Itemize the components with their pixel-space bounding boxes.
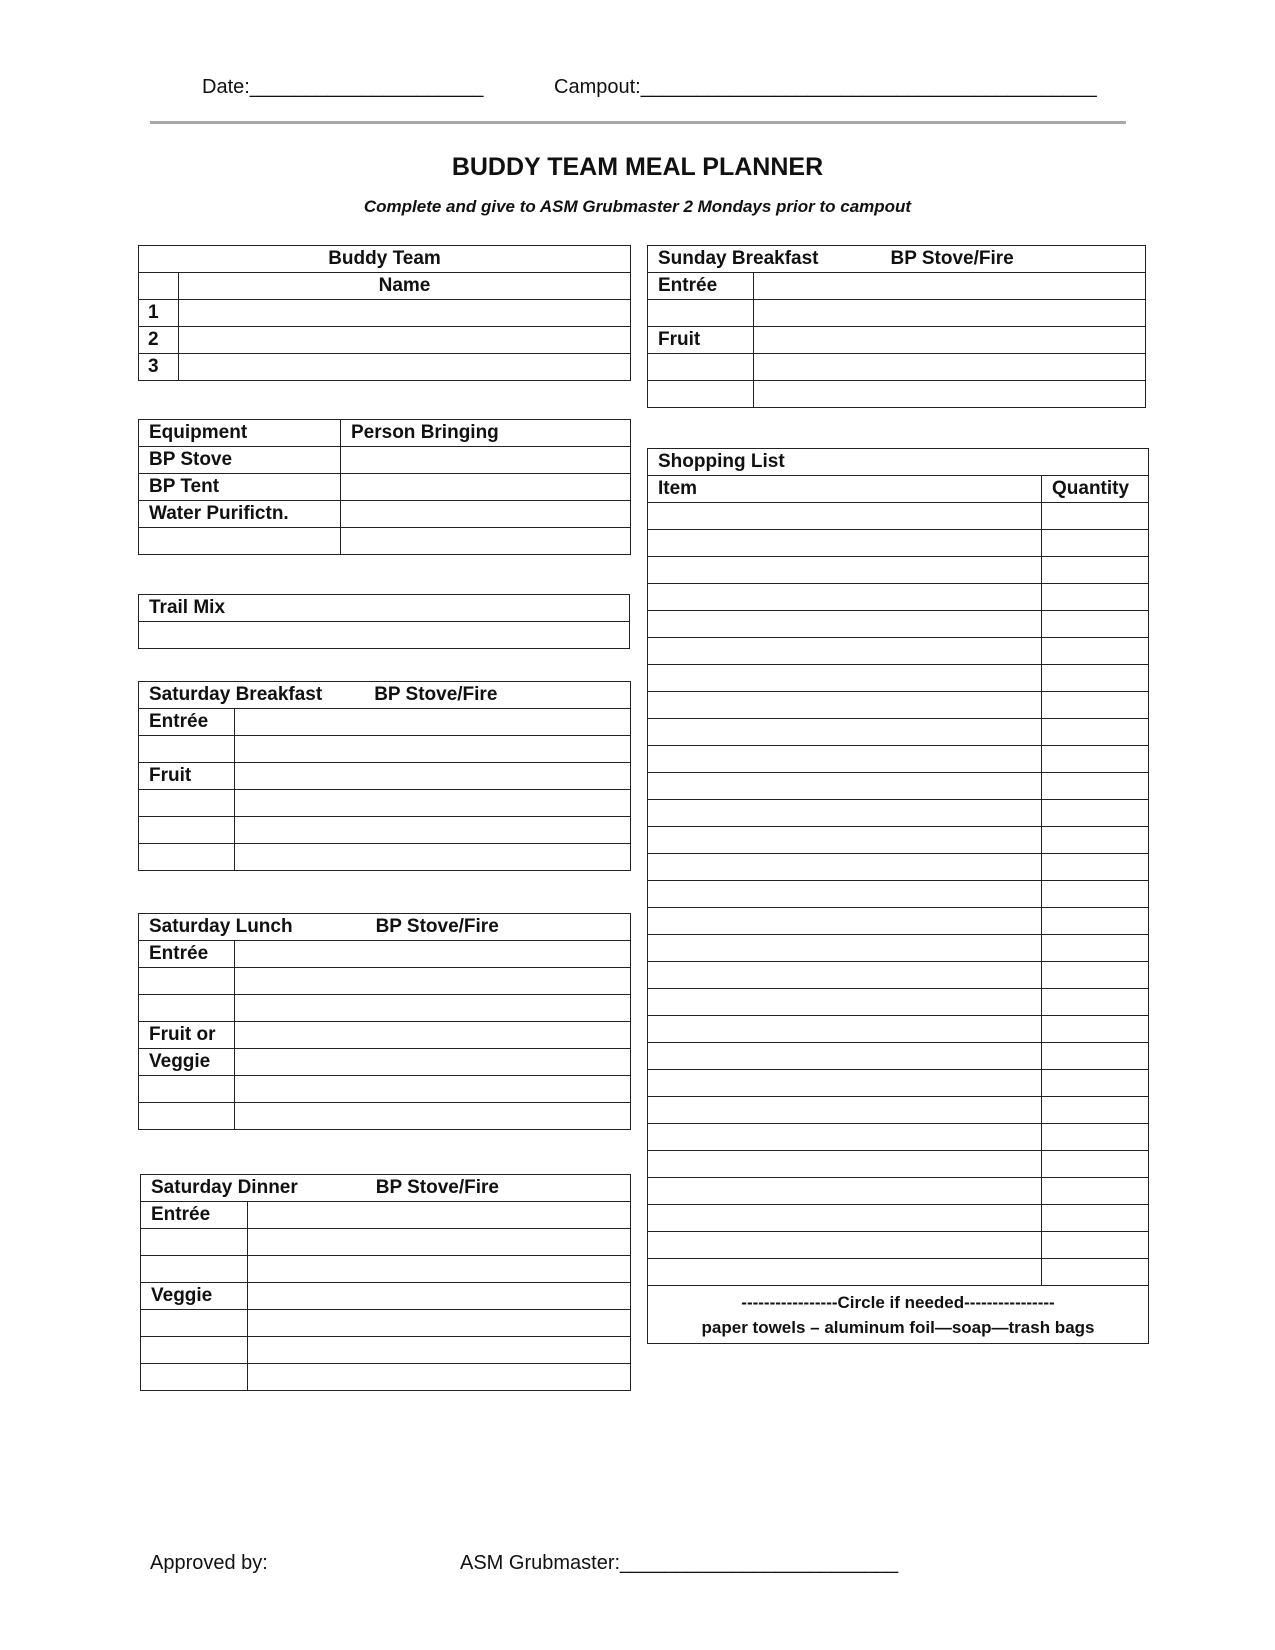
food-cell[interactable]	[754, 354, 1146, 381]
equipment-item: Water Purifictn.	[139, 501, 341, 528]
approved-by-label: Approved by:	[150, 1552, 268, 1574]
shopping-quantity-cell[interactable]	[1042, 962, 1149, 989]
name-cell[interactable]	[179, 300, 631, 327]
meal-title: Saturday Dinner	[151, 1177, 298, 1198]
shopping-quantity-cell[interactable]	[1042, 665, 1149, 692]
shopping-item-cell[interactable]	[648, 1124, 1042, 1151]
food-label: Entrée	[141, 1202, 248, 1229]
shopping-quantity-cell[interactable]	[1042, 881, 1149, 908]
shopping-quantity-cell[interactable]	[1042, 746, 1149, 773]
quantity-column-header: Quantity	[1042, 476, 1149, 503]
shopping-quantity-cell[interactable]	[1042, 692, 1149, 719]
shopping-quantity-cell[interactable]	[1042, 908, 1149, 935]
food-label	[141, 1256, 248, 1283]
shopping-quantity-cell[interactable]	[1042, 1151, 1149, 1178]
meal-title: Sunday Breakfast	[658, 248, 819, 269]
shopping-item-cell[interactable]	[648, 611, 1042, 638]
shopping-quantity-cell[interactable]	[1042, 638, 1149, 665]
item-column-header: Item	[648, 476, 1042, 503]
equipment-item[interactable]	[139, 528, 341, 555]
food-cell[interactable]	[235, 1022, 631, 1049]
food-label: Fruit or	[139, 1022, 235, 1049]
shopping-item-cell[interactable]	[648, 584, 1042, 611]
food-cell[interactable]	[235, 790, 631, 817]
food-label	[648, 354, 754, 381]
shopping-item-cell[interactable]	[648, 1043, 1042, 1070]
person-cell[interactable]	[341, 501, 631, 528]
shopping-quantity-cell[interactable]	[1042, 1259, 1149, 1286]
meal-heading	[648, 246, 1146, 273]
person-bringing-header: Person Bringing	[341, 420, 631, 447]
shopping-quantity-cell[interactable]	[1042, 1097, 1149, 1124]
food-label	[141, 1229, 248, 1256]
shopping-quantity-cell[interactable]	[1042, 530, 1149, 557]
cook-method: BP Stove/Fire	[374, 684, 498, 705]
name-cell[interactable]	[179, 354, 631, 381]
food-cell[interactable]	[248, 1256, 631, 1283]
food-label	[141, 1337, 248, 1364]
food-label: Fruit	[648, 327, 754, 354]
shopping-item-cell[interactable]	[648, 1205, 1042, 1232]
buddy-team-table	[138, 245, 631, 381]
food-cell[interactable]	[235, 1049, 631, 1076]
shopping-quantity-cell[interactable]	[1042, 800, 1149, 827]
shopping-item-cell[interactable]	[648, 935, 1042, 962]
food-label	[139, 736, 235, 763]
trail-mix-table	[138, 594, 630, 649]
food-cell[interactable]	[235, 1103, 631, 1130]
food-cell[interactable]	[235, 817, 631, 844]
food-cell[interactable]	[235, 709, 631, 736]
equipment-item: BP Tent	[139, 474, 341, 501]
food-label	[139, 817, 235, 844]
meal-heading	[139, 682, 631, 709]
row-number: 1	[139, 300, 179, 327]
meal-title: Saturday Lunch	[149, 916, 293, 937]
food-cell[interactable]	[754, 300, 1146, 327]
shopping-quantity-cell[interactable]	[1042, 1016, 1149, 1043]
shopping-quantity-cell[interactable]	[1042, 1124, 1149, 1151]
header-divider	[150, 121, 1126, 124]
cook-method: BP Stove/Fire	[890, 248, 1014, 269]
supplies-options[interactable]: paper towels – aluminum foil—soap—trash bags	[701, 1317, 1095, 1337]
shopping-quantity-cell[interactable]	[1042, 1070, 1149, 1097]
saturday-breakfast-table	[138, 681, 631, 871]
row-number: 3	[139, 354, 179, 381]
page-title: BUDDY TEAM MEAL PLANNER	[451, 153, 824, 181]
shopping-item-cell[interactable]	[648, 854, 1042, 881]
buddy-team-heading: Buddy Team	[139, 246, 631, 273]
shopping-item-cell[interactable]	[648, 665, 1042, 692]
meal-heading	[141, 1175, 631, 1202]
supplies-note	[648, 1286, 1149, 1344]
food-cell[interactable]	[248, 1364, 631, 1391]
person-cell[interactable]	[341, 528, 631, 555]
shopping-quantity-cell[interactable]	[1042, 503, 1149, 530]
food-cell[interactable]	[248, 1337, 631, 1364]
shopping-item-cell[interactable]	[648, 1070, 1042, 1097]
shopping-quantity-cell[interactable]	[1042, 1178, 1149, 1205]
shopping-item-cell[interactable]	[648, 908, 1042, 935]
shopping-item-cell[interactable]	[648, 719, 1042, 746]
shopping-quantity-cell[interactable]	[1042, 719, 1149, 746]
food-cell[interactable]	[754, 381, 1146, 408]
trail-mix-heading: Trail Mix	[139, 595, 630, 622]
food-cell[interactable]	[235, 941, 631, 968]
page-subtitle: Complete and give to ASM Grubmaster 2 Mondays prior to campout	[363, 197, 912, 216]
shopping-quantity-cell[interactable]	[1042, 827, 1149, 854]
food-cell[interactable]	[235, 736, 631, 763]
shopping-item-cell[interactable]	[648, 800, 1042, 827]
shopping-quantity-cell[interactable]	[1042, 557, 1149, 584]
shopping-quantity-cell[interactable]	[1042, 611, 1149, 638]
person-cell[interactable]	[341, 447, 631, 474]
food-cell[interactable]	[248, 1283, 631, 1310]
cook-method: BP Stove/Fire	[375, 916, 499, 937]
saturday-dinner-table	[140, 1174, 631, 1391]
saturday-lunch-table	[138, 913, 631, 1130]
shopping-quantity-cell[interactable]	[1042, 1232, 1149, 1259]
shopping-item-cell[interactable]	[648, 827, 1042, 854]
food-label	[139, 968, 235, 995]
shopping-list-table	[647, 448, 1149, 1344]
shopping-quantity-cell[interactable]	[1042, 935, 1149, 962]
food-label	[141, 1364, 248, 1391]
shopping-item-cell[interactable]	[648, 692, 1042, 719]
food-cell[interactable]	[754, 273, 1146, 300]
shopping-item-cell[interactable]	[648, 1259, 1042, 1286]
shopping-quantity-cell[interactable]	[1042, 1043, 1149, 1070]
trail-mix-cell[interactable]	[139, 622, 630, 649]
food-label: Entrée	[648, 273, 754, 300]
food-label	[139, 844, 235, 871]
food-cell[interactable]	[235, 1076, 631, 1103]
shopping-quantity-cell[interactable]	[1042, 584, 1149, 611]
food-label	[139, 1103, 235, 1130]
shopping-item-cell[interactable]	[648, 1097, 1042, 1124]
shopping-item-cell[interactable]	[648, 503, 1042, 530]
shopping-item-cell[interactable]	[648, 638, 1042, 665]
circle-if-needed-line: -----------------Circle if needed----------------	[741, 1292, 1055, 1312]
food-label	[648, 381, 754, 408]
shopping-item-cell[interactable]	[648, 773, 1042, 800]
name-column-header: Name	[179, 273, 631, 300]
shopping-item-cell[interactable]	[648, 746, 1042, 773]
person-cell[interactable]	[341, 474, 631, 501]
food-label: Fruit	[139, 763, 235, 790]
food-cell[interactable]	[235, 844, 631, 871]
shopping-item-cell[interactable]	[648, 989, 1042, 1016]
shopping-quantity-cell[interactable]	[1042, 854, 1149, 881]
date-field[interactable]: Date:_____________________	[202, 76, 484, 98]
shopping-item-cell[interactable]	[648, 1151, 1042, 1178]
shopping-item-cell[interactable]	[648, 1016, 1042, 1043]
food-label: Entrée	[139, 709, 235, 736]
row-number: 2	[139, 327, 179, 354]
meal-title: Saturday Breakfast	[149, 684, 323, 705]
meal-heading	[139, 914, 631, 941]
food-label: Veggie	[141, 1283, 248, 1310]
sunday-breakfast-table	[647, 245, 1146, 408]
shopping-item-cell[interactable]	[648, 962, 1042, 989]
equipment-header: Equipment	[139, 420, 341, 447]
cook-method: BP Stove/Fire	[375, 1177, 499, 1198]
shopping-quantity-cell[interactable]	[1042, 773, 1149, 800]
row-number-header	[139, 273, 179, 300]
food-label	[141, 1310, 248, 1337]
shopping-item-cell[interactable]	[648, 881, 1042, 908]
equipment-table	[138, 419, 631, 555]
shopping-item-cell[interactable]	[648, 1232, 1042, 1259]
food-cell[interactable]	[235, 763, 631, 790]
grubmaster-signature-field[interactable]: ASM Grubmaster:_________________________	[460, 1552, 899, 1574]
food-cell[interactable]	[248, 1229, 631, 1256]
shopping-item-cell[interactable]	[648, 530, 1042, 557]
food-label	[139, 1076, 235, 1103]
food-label	[139, 995, 235, 1022]
campout-field[interactable]: Campout:_________________________________________	[554, 76, 1097, 98]
food-cell[interactable]	[248, 1202, 631, 1229]
shopping-item-cell[interactable]	[648, 557, 1042, 584]
food-label	[139, 790, 235, 817]
food-label	[648, 300, 754, 327]
food-cell[interactable]	[235, 995, 631, 1022]
name-cell[interactable]	[179, 327, 631, 354]
food-label: Entrée	[139, 941, 235, 968]
shopping-list-heading: Shopping List	[648, 449, 1149, 476]
shopping-item-cell[interactable]	[648, 1178, 1042, 1205]
food-cell[interactable]	[235, 968, 631, 995]
shopping-quantity-cell[interactable]	[1042, 1205, 1149, 1232]
food-cell[interactable]	[248, 1310, 631, 1337]
food-cell[interactable]	[754, 327, 1146, 354]
equipment-item: BP Stove	[139, 447, 341, 474]
shopping-quantity-cell[interactable]	[1042, 989, 1149, 1016]
food-label: Veggie	[139, 1049, 235, 1076]
